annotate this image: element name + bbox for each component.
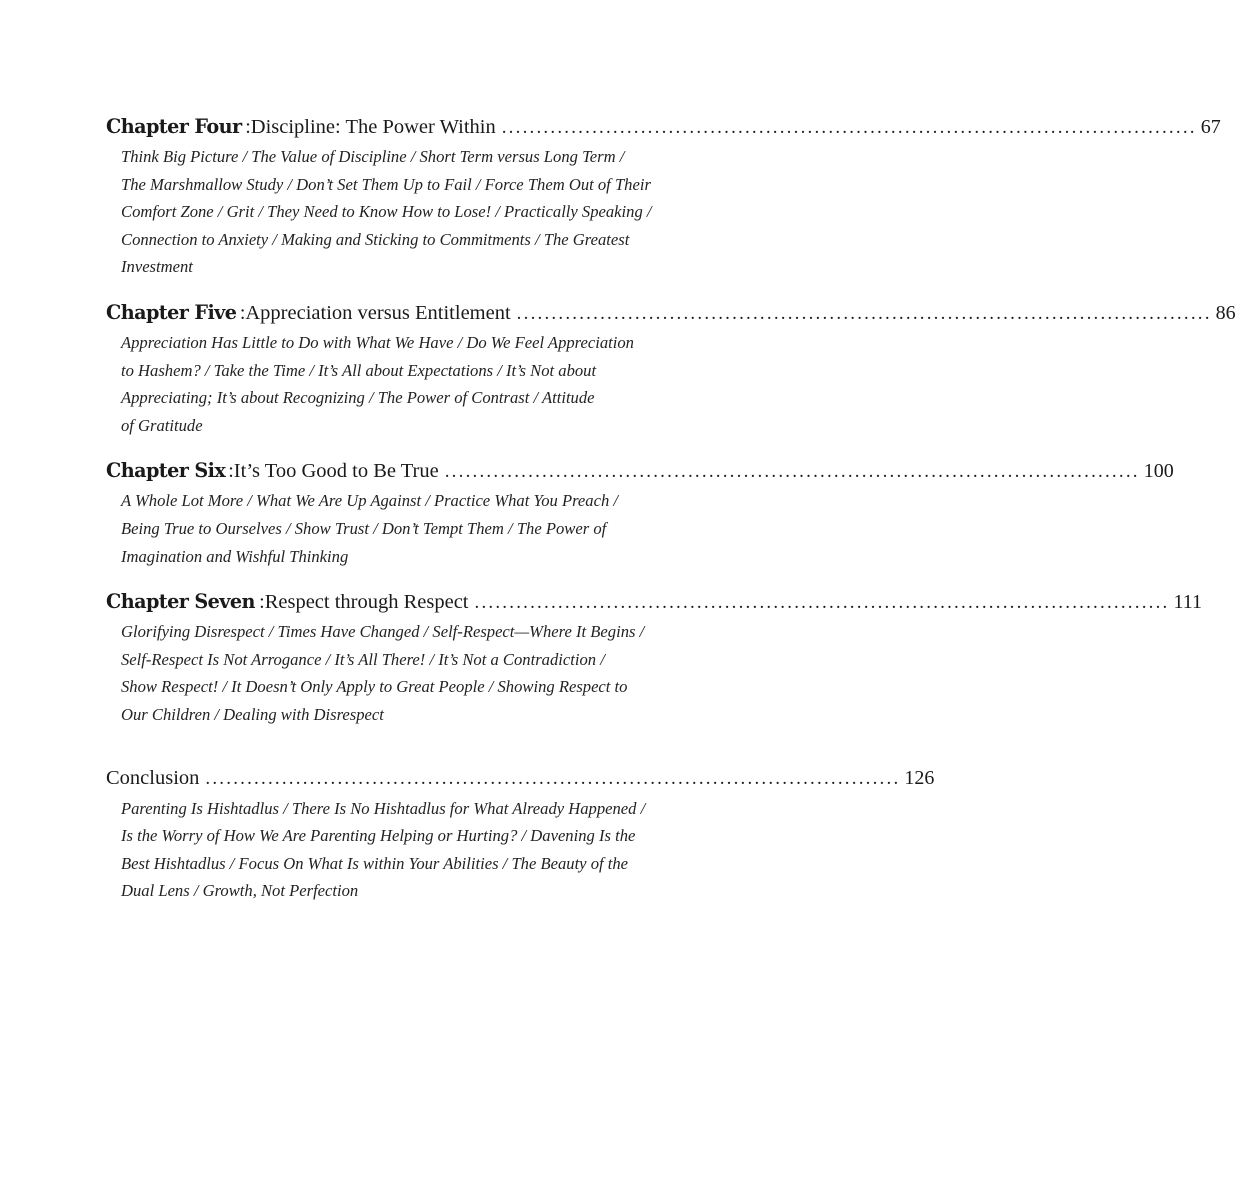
chapter-separator: : bbox=[245, 116, 251, 138]
chapter-label: Chapter Six bbox=[106, 458, 226, 483]
toc-entry-heading[interactable] bbox=[106, 111, 1221, 141]
dot-leader: .................................................................................................... bbox=[205, 767, 901, 789]
chapter-title: It’s Too Good to Be True bbox=[233, 460, 439, 483]
subtopic-list bbox=[121, 143, 694, 281]
page-number: 86 bbox=[1215, 301, 1236, 324]
subtopic-line: Being True to Ourselves / Show Trust / Don’t Tempt Them / The Power of bbox=[121, 518, 607, 538]
subtopic-line: Best Hishtadlus / Focus On What Is within Your Abilities / The Beauty of the bbox=[121, 853, 629, 873]
toc-entry-heading[interactable] bbox=[106, 455, 1174, 485]
dot-leader: .................................................................................................... bbox=[474, 592, 1170, 614]
toc-entry-chapter-six bbox=[106, 455, 1174, 570]
subtopic-line: to Hashem? / Take the Time / It’s All about Expectations / It’s Not about bbox=[121, 360, 597, 380]
subtopic-line: of Gratitude bbox=[121, 415, 203, 435]
subtopic-line: A Whole Lot More / What We Are Up Against / Practice What You Preach / bbox=[121, 491, 619, 511]
dot-leader: .................................................................................................... bbox=[501, 117, 1197, 138]
subtopic-line: Appreciation Has Little to Do with What We Have / Do We Feel Appreciation bbox=[121, 332, 634, 352]
toc-entry-conclusion bbox=[106, 763, 935, 905]
chapter-title: Conclusion bbox=[106, 766, 200, 789]
subtopic-line: Comfort Zone / Grit / They Need to Know How to Lose! / Practically Speaking / bbox=[121, 202, 652, 222]
subtopic-line: Parenting Is Hishtadlus / There Is No Hishtadlus for What Already Happened / bbox=[121, 798, 646, 818]
subtopic-list bbox=[121, 329, 694, 439]
chapter-title: Appreciation versus Entitlement bbox=[245, 301, 511, 324]
subtopic-list bbox=[121, 795, 694, 905]
subtopic-line: Show Respect! / It Doesn’t Only Apply to Great People / Showing Respect to bbox=[121, 677, 628, 697]
page-number: 100 bbox=[1143, 460, 1174, 483]
page-number: 67 bbox=[1200, 116, 1221, 138]
subtopic-line: Is the Worry of How We Are Parenting Helping or Hurting? / Davening Is the bbox=[121, 826, 636, 846]
chapter-separator: : bbox=[259, 591, 265, 614]
dot-leader: .................................................................................................... bbox=[444, 461, 1140, 483]
subtopic-line: Investment bbox=[121, 257, 193, 277]
chapter-label: Chapter Five bbox=[106, 299, 237, 324]
chapter-label: Chapter Seven bbox=[106, 589, 255, 614]
chapter-separator: : bbox=[228, 460, 234, 483]
toc-entry-heading[interactable] bbox=[106, 763, 935, 793]
chapter-title: Respect through Respect bbox=[264, 591, 469, 614]
subtopic-line: Our Children / Dealing with Disrespect bbox=[121, 704, 384, 724]
subtopic-line: Self-Respect Is Not Arrogance / It’s All There! / It’s Not a Contradiction / bbox=[121, 649, 605, 669]
subtopic-list bbox=[121, 618, 694, 728]
subtopic-line: Glorifying Disrespect / Times Have Changed / Self-Respect—Where It Begins / bbox=[121, 622, 645, 642]
page-number: 126 bbox=[904, 766, 935, 789]
toc-entry-chapter-seven bbox=[106, 586, 1203, 728]
table-of-contents bbox=[106, 111, 1236, 921]
chapter-title: Discipline: The Power Within bbox=[250, 116, 496, 138]
toc-entry-chapter-five bbox=[106, 297, 1236, 439]
subtopic-line: Imagination and Wishful Thinking bbox=[121, 546, 349, 566]
subtopic-line: Appreciating; It’s about Recognizing / The Power of Contrast / Attitude bbox=[121, 388, 595, 408]
toc-entry-chapter-four bbox=[106, 111, 1221, 281]
toc-entry-heading[interactable] bbox=[106, 586, 1203, 616]
dot-leader: .................................................................................................... bbox=[516, 302, 1212, 324]
subtopic-list bbox=[121, 487, 694, 570]
subtopic-line: Think Big Picture / The Value of Discipline / Short Term versus Long Term / bbox=[121, 147, 625, 166]
subtopic-line: Dual Lens / Growth, Not Perfection bbox=[121, 881, 359, 901]
page-number: 111 bbox=[1173, 591, 1203, 614]
toc-entry-heading[interactable] bbox=[106, 297, 1236, 327]
chapter-separator: : bbox=[239, 301, 246, 324]
subtopic-line: The Marshmallow Study / Don’t Set Them Up to Fail / Force Them Out of Their bbox=[121, 174, 651, 194]
subtopic-line: Connection to Anxiety / Making and Sticking to Commitments / The Greatest bbox=[121, 229, 630, 249]
chapter-label: Chapter Four bbox=[106, 114, 242, 138]
